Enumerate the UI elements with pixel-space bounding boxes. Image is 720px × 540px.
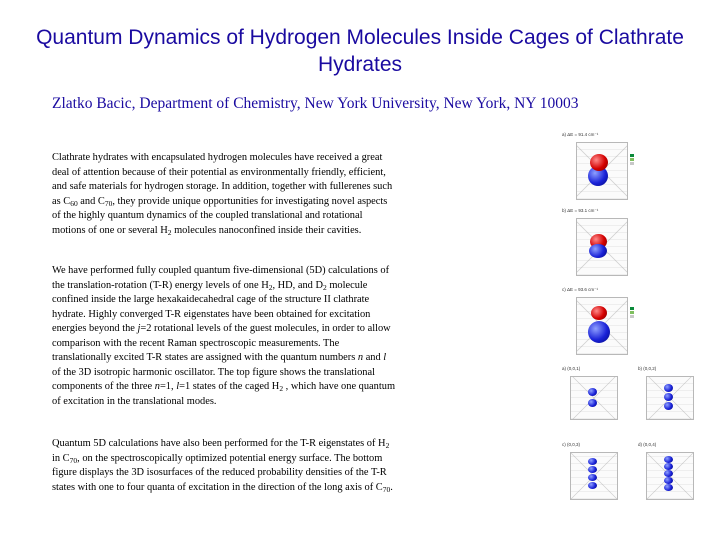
text-segment: 2: [268, 282, 273, 292]
top-panel-label: c) ΔE = 93.6 cm⁻¹: [562, 287, 599, 292]
text-segment: =1 states of the caged H: [179, 381, 280, 392]
density-lobe: [588, 458, 597, 465]
text-segment: 70: [104, 198, 113, 208]
text-segment: , they provide unique opportunities for investigating novel aspects of the highly quantum dynamics of the coupled translational and rotational motions of one or several H: [52, 195, 388, 236]
isosurface-lobe: [589, 244, 607, 258]
text-segment: Clathrate hydrates with encapsulated hydrogen molecules have received a great deal of attention because of their potential as environmentally friendly, efficient, and safe materials for hydrogen storage. In addition, together with fullerenes such as C: [52, 152, 393, 207]
text-segment: in C: [52, 452, 70, 464]
text-segment: n: [154, 381, 160, 392]
top-panel-a: [560, 132, 642, 204]
color-legend: [630, 154, 634, 166]
density-lobe: [588, 466, 597, 473]
text-segment: 70: [69, 455, 78, 465]
bottom-panel-c: [560, 438, 632, 514]
text-segment: .: [390, 481, 393, 493]
bottom-panel-label: a) (0,0,1): [562, 366, 581, 371]
isosurface-lobe: [588, 321, 610, 343]
density-lobe: [664, 484, 673, 491]
bottom-panel-label: c) (0,0,3): [562, 442, 581, 447]
top-figure: [560, 132, 642, 357]
density-lobe: [664, 456, 673, 463]
paragraph-intro: [52, 151, 397, 238]
density-lobe: [664, 463, 673, 470]
text-segment: j: [137, 323, 141, 334]
density-lobe: [588, 474, 597, 481]
bottom-panel-a: [560, 362, 632, 432]
text-segment: and: [363, 352, 384, 363]
bottom-figure: [560, 362, 712, 522]
density-lobe: [664, 477, 673, 484]
paragraph-methods: [52, 264, 397, 409]
text-segment: and C: [77, 195, 105, 207]
text-segment: , which have one quantum of excitation in the translational modes.: [52, 381, 396, 407]
text-segment: 2: [322, 282, 327, 292]
paragraph-c70: [52, 437, 397, 495]
density-lobe: [664, 384, 673, 392]
bottom-panel-label: b) (0,0,2): [638, 366, 657, 371]
bottom-panel-d: [636, 438, 708, 514]
isosurface-lobe: [591, 306, 607, 320]
text-segment: =2 rotational levels of the guest molecules, in order to allow comparison with the recent Raman spectroscopic measurements. The translationally excited T-R states are assigned with the quantum numbers: [52, 323, 391, 363]
text-segment: l: [176, 381, 180, 392]
cage-box: [570, 376, 618, 420]
author-line: Zlatko Bacic, Department of Chemistry, New York University, New York, NY 10003: [52, 95, 579, 112]
density-lobe: [588, 388, 597, 396]
isosurface-lobe: [590, 154, 608, 171]
color-legend: [630, 307, 634, 319]
top-panel-b: [560, 208, 642, 280]
text-segment: n: [357, 352, 364, 363]
text-segment: 2: [385, 441, 390, 450]
text-segment: 2: [167, 227, 172, 237]
bottom-panel-label: d) (0,0,4): [638, 442, 657, 447]
density-lobe: [664, 470, 673, 477]
text-segment: , on the spectroscopically optimized potential energy surface. The bottom figure displays the 3D isosurfaces of the reduced probability densities of the T-R states with one to four quanta of excitation in the direction of the long axis of C: [52, 452, 387, 493]
text-segment: 70: [382, 484, 391, 494]
text-segment: 2: [279, 384, 284, 393]
top-panel-label: a) ΔE = 91.4 cm⁻¹: [562, 132, 599, 137]
top-panel-label: b) ΔE = 93.1 cm⁻¹: [562, 208, 599, 213]
text-segment: molecules nanoconfined inside their cavities.: [171, 224, 362, 236]
bottom-panel-b: [636, 362, 708, 432]
top-panel-c: [560, 287, 642, 359]
text-segment: l: [383, 352, 387, 363]
density-lobe: [664, 393, 673, 401]
density-lobe: [588, 482, 597, 489]
poster-title: Quantum Dynamics of Hydrogen Molecules Inside Cages of Clathrate Hydrates: [36, 26, 684, 76]
text-segment: =1,: [159, 381, 177, 392]
text-segment: 60: [70, 198, 78, 208]
text-segment: Quantum 5D calculations have also been performed for the T-R eigenstates of H: [52, 438, 386, 449]
density-lobe: [664, 402, 673, 410]
text-segment: We have performed fully coupled quantum five-dimensional (5D) calculations of the translation-rotation (T-R) energy levels of one H: [52, 265, 390, 291]
text-segment: of the 3D isotropic harmonic oscillator. The top figure shows the translational components of the three: [52, 366, 376, 392]
density-lobe: [588, 399, 597, 407]
text-segment: , HD, and D: [272, 279, 323, 291]
text-segment: molecule confined inside the large hexakaidecahedral cage of the structure II clathrate hydrate. Highly converged T-R eigenstates have been obtained for excitation energies beyond the: [52, 279, 371, 334]
